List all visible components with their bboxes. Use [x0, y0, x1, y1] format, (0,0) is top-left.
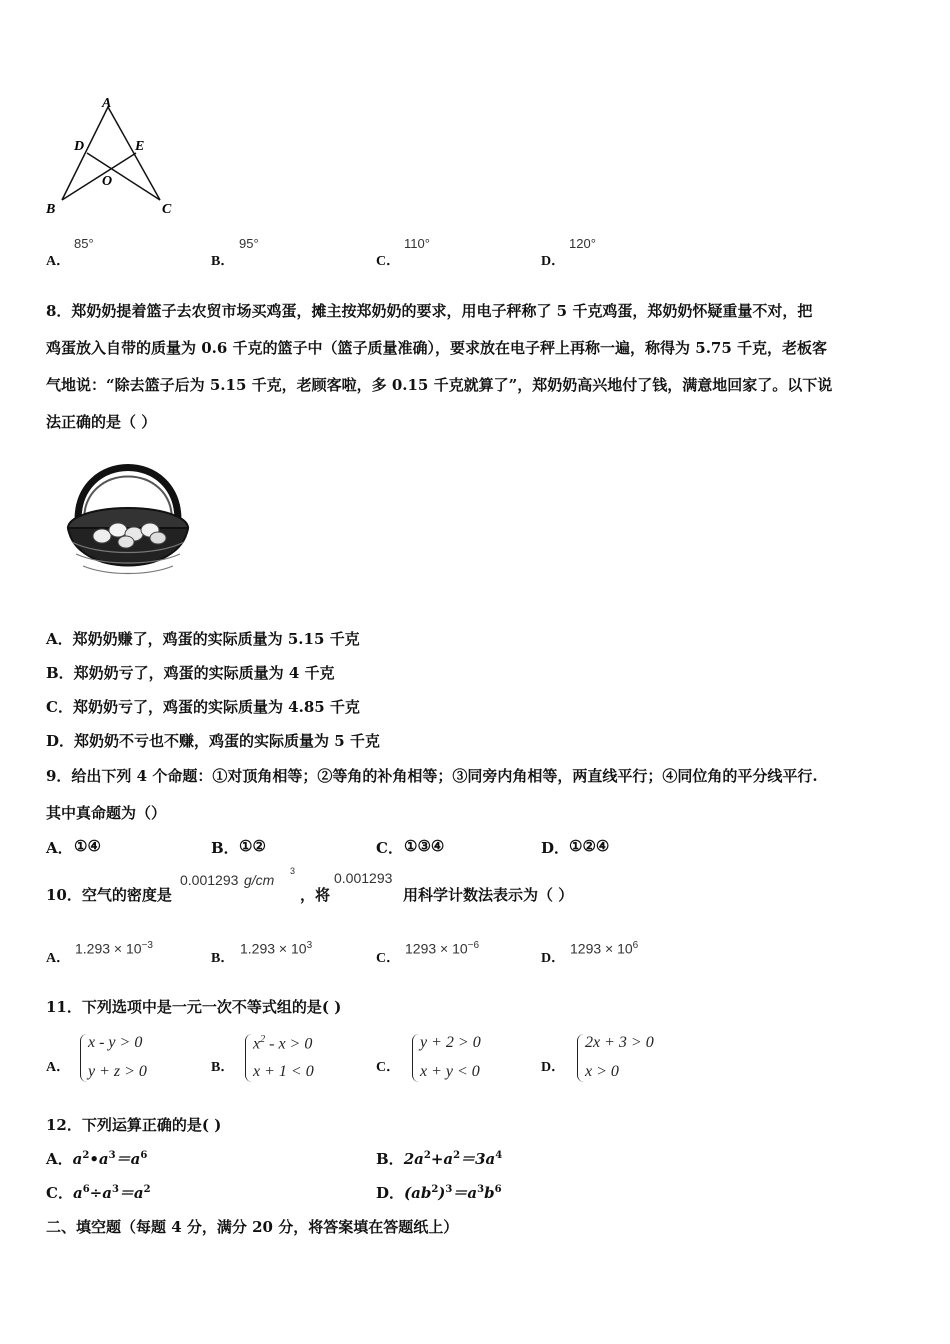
q11-option-a-letter: A． [46, 1060, 71, 1075]
q12-option-d-s4: 6 [494, 1184, 502, 1195]
q8-line-1: 8．郑奶奶提着篮子去农贸市场买鸡蛋，摊主按郑奶奶的要求，用电子秤称了 5 千克鸡蛋，郑奶奶怀疑重量不对，把 [46, 302, 813, 320]
q11-option-d-letter: D． [541, 1060, 566, 1075]
egg-basket-image [58, 450, 198, 590]
q10-option-a-letter: A． [46, 951, 71, 966]
q12-option-a-p2: •a [89, 1150, 109, 1168]
q7-option-d-letter: D． [541, 254, 566, 269]
q10-middle: ，将 [300, 886, 331, 904]
q12-option-c-s2: 3 [111, 1184, 119, 1195]
q10-option-b-base: 1.293 × 10 [240, 940, 307, 957]
q9-option-d-value: ①②④ [569, 837, 610, 855]
q12-option-c-s1: 6 [82, 1184, 90, 1195]
q10-number: 0.001293 [334, 870, 393, 886]
q12-option-d-s1: 2 [431, 1184, 439, 1195]
q12-option-d-s3: 3 [477, 1184, 485, 1195]
q12-option-d-p4: b [484, 1184, 495, 1202]
q12-option-b-s2: 2 [453, 1150, 461, 1161]
q8-option-c: C．郑奶奶亏了，鸡蛋的实际质量为 4.85 千克 [46, 698, 360, 716]
label-d: D [74, 139, 85, 154]
q9-line-1: 9．给出下列 4 个命题：①对顶角相等；②等角的补角相等；③同旁内角相等，两直线平行；④同位角的平分线平行. [46, 767, 818, 785]
q12-option-a-p1: a [72, 1150, 83, 1168]
q11-option-b-line1-exponent: 2 [260, 1034, 266, 1045]
q12-stem: 12．下列运算正确的是( ) [46, 1116, 222, 1134]
q10-option-a-value [75, 940, 153, 957]
q12-option-b-s3: 4 [495, 1150, 503, 1161]
q10-option-a-base: 1.293 × 10 [75, 940, 142, 957]
q10-option-d-value [570, 940, 638, 957]
q10-density-unit: g/cm [244, 872, 275, 888]
q9-option-d-letter: D． [541, 839, 570, 857]
q8-line-3: 气地说：“除去篮子后为 5.15 千克，老顾客啦，多 0.15 千克就算了”，郑奶奶高兴地付了钱，满意地回家了。以下说 [46, 376, 833, 394]
q12-option-a-s1: 2 [82, 1150, 90, 1161]
q12-option-d-p3: ＝a [452, 1184, 478, 1202]
q8-option-a: A．郑奶奶赚了，鸡蛋的实际质量为 5.15 千克 [46, 630, 360, 648]
q11-option-b-brace [245, 1034, 252, 1082]
q9-option-a-letter: A． [46, 839, 73, 857]
q12-option-b-letter: B． [376, 1150, 404, 1168]
q7-option-c-letter: C． [376, 254, 401, 269]
q9-option-c-value: ①③④ [404, 837, 445, 855]
q12-option-a-s2: 3 [108, 1150, 116, 1161]
q12-option-c-letter: C． [46, 1184, 73, 1202]
q12-option-b-p3: ＝3a [460, 1150, 496, 1168]
q7-option-a-letter: A． [46, 254, 71, 269]
q12-option-a-letter: A． [46, 1150, 73, 1168]
q10-option-c-value [405, 940, 479, 957]
q11-option-b-letter: B． [211, 1060, 235, 1075]
q10-option-d-letter: D． [541, 951, 566, 966]
q10-suffix: 用科学计数法表示为（ ） [403, 886, 574, 904]
q8-line-4: 法正确的是（ ） [46, 413, 157, 431]
q10-prefix: 10．空气的密度是 [46, 886, 172, 904]
q11-option-c-line1: y + 2 > 0 [420, 1034, 481, 1051]
q11-option-d-line2: x > 0 [585, 1063, 619, 1080]
q10-option-c-exponent: −6 [467, 940, 480, 951]
q12-option-b-s1: 2 [423, 1150, 431, 1161]
q11-option-d-line1: 2x + 3 > 0 [585, 1034, 654, 1051]
q8-option-b: B．郑奶奶亏了，鸡蛋的实际质量为 4 千克 [46, 664, 335, 682]
q9-option-b-value: ①② [239, 837, 266, 855]
q10-option-d-exponent: 6 [632, 940, 639, 951]
q12-option-b-p2: +a [430, 1150, 454, 1168]
q10-density-value: 0.001293 [180, 872, 239, 888]
q12-option-a [46, 1148, 147, 1169]
q12-option-a-p3: ＝a [115, 1150, 141, 1168]
q12-option-d-p1: (ab [404, 1184, 432, 1202]
triangle-figure [40, 95, 190, 225]
q7-option-b-value: 95° [239, 236, 259, 251]
q10-option-a-exponent: −3 [141, 940, 153, 951]
q11-option-b-line2: x + 1 < 0 [253, 1063, 314, 1080]
label-o: O [102, 174, 113, 189]
label-c: C [162, 202, 172, 217]
q10-option-b-letter: B． [211, 951, 235, 966]
q11-option-a-line2: y + z > 0 [88, 1063, 147, 1080]
q9-option-b-letter: B． [211, 839, 239, 857]
q11-option-b-line1 [253, 1034, 312, 1053]
q12-option-b [376, 1148, 502, 1169]
q7-option-a-value: 85° [74, 236, 94, 251]
q12-option-b-p1: 2a [403, 1150, 424, 1168]
section-2-heading: 二、填空题（每题 4 分，满分 20 分，将答案填在答题纸上） [46, 1218, 459, 1236]
label-e: E [135, 139, 145, 154]
q10-option-b-exponent: 3 [306, 940, 313, 951]
q12-option-d-s2: 3 [445, 1184, 453, 1195]
q11-option-d-brace [577, 1034, 584, 1082]
q10-option-c-base: 1293 × 10 [405, 940, 468, 957]
q10-density-unit-exponent: 3 [290, 866, 296, 876]
q11-option-c-line2: x + y < 0 [420, 1063, 480, 1080]
q8-line-2: 鸡蛋放入自带的质量为 0.6 千克的篮子中（篮子质量准确），要求放在电子秤上再称一遍，称得为 5.75 千克，老板客 [46, 339, 828, 357]
q11-option-c-brace [412, 1034, 419, 1082]
label-a: A [102, 96, 112, 111]
q10-option-c-letter: C． [376, 951, 401, 966]
q9-option-a-value: ①④ [74, 837, 101, 855]
q12-option-c-s3: 2 [143, 1184, 151, 1195]
q9-option-c-letter: C． [376, 839, 403, 857]
q12-option-c-p2: ÷a [89, 1184, 112, 1202]
q12-option-a-s3: 6 [140, 1150, 148, 1161]
q9-line-2: 其中真命题为（） [46, 804, 167, 822]
q11-option-c-letter: C． [376, 1060, 401, 1075]
q11-option-a-line1: x - y > 0 [88, 1034, 143, 1051]
q11-option-b-line1-rest: - x > 0 [265, 1035, 313, 1053]
q12-option-c [46, 1182, 151, 1203]
q7-option-d-value: 120° [569, 236, 596, 251]
q12-option-c-p1: a [72, 1184, 83, 1202]
q10-option-b-value [240, 940, 312, 957]
q12-option-d-p2: ) [438, 1184, 446, 1202]
label-b: B [46, 202, 56, 217]
q7-option-b-letter: B． [211, 254, 235, 269]
q12-option-c-p3: ＝a [118, 1184, 144, 1202]
q12-option-d [376, 1182, 502, 1203]
q10-option-d-base: 1293 × 10 [570, 940, 633, 957]
q11-option-b-line1-var: x [253, 1035, 261, 1053]
q7-option-c-value: 110° [404, 236, 430, 251]
q11-option-a-brace [80, 1034, 87, 1082]
q12-option-d-letter: D． [376, 1184, 405, 1202]
q8-option-d: D．郑奶奶不亏也不赚，鸡蛋的实际质量为 5 千克 [46, 732, 380, 750]
q11-stem: 11．下列选项中是一元一次不等式组的是( ) [46, 998, 342, 1016]
